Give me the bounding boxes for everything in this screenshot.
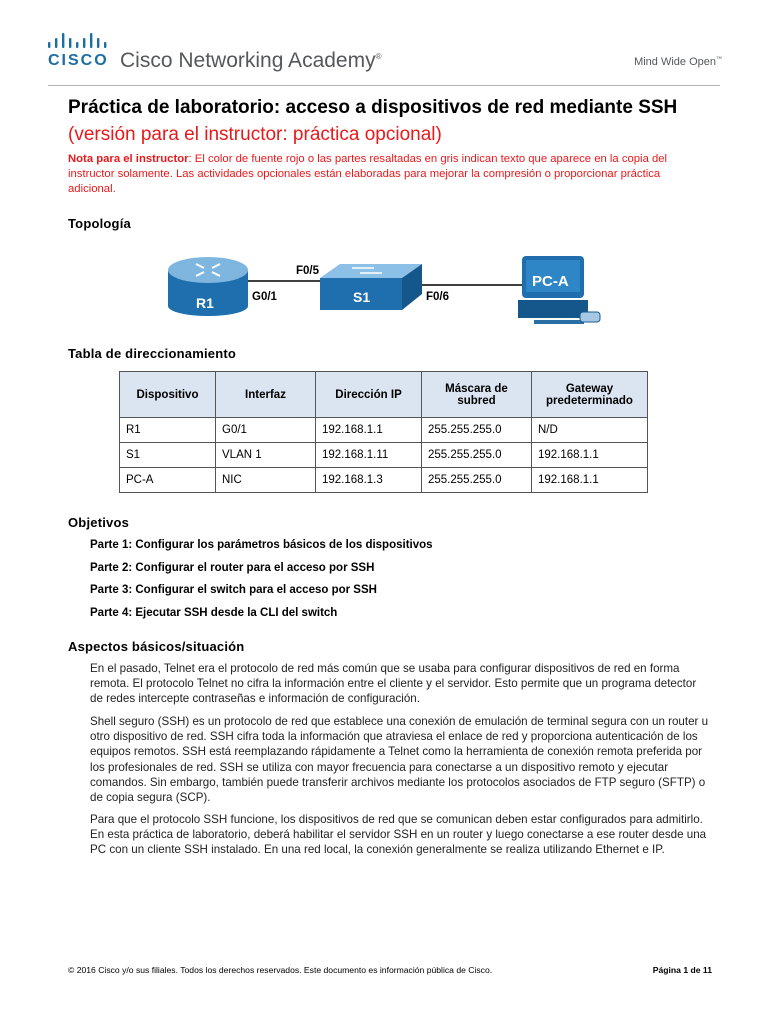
objective-item: Parte 2: Configurar el router para el acceso por SSH <box>90 561 375 574</box>
table-row <box>120 443 648 468</box>
port-label-s1-up: F0/5 <box>296 265 320 277</box>
table-header-cell: Interfaz <box>216 372 316 418</box>
table-cell: 255.255.255.0 <box>422 418 532 443</box>
table-header-cell: Dispositivo <box>120 372 216 418</box>
table-header-cell: Gateway predeterminado <box>532 372 648 418</box>
objective-item: Parte 3: Configurar el switch para el acceso por SSH <box>90 584 377 597</box>
page-header <box>0 0 768 86</box>
objective-item: Parte 1: Configurar los parámetros básicos de los dispositivos <box>90 539 433 551</box>
pc-label: PC-A <box>532 273 569 290</box>
table-cell: PC-A <box>120 468 216 493</box>
page-number: Página 1 de 11 <box>652 965 712 975</box>
table-cell: S1 <box>120 443 216 468</box>
topology-diagram <box>160 252 610 332</box>
copyright-text: © 2016 Cisco y/o sus filiales. Todos los derechos reservados. Este documento es información pública de Cisco. <box>68 965 493 975</box>
cisco-logo-bars-icon <box>48 33 112 51</box>
pc-a-icon <box>518 256 600 324</box>
table-cell: 255.255.255.0 <box>422 443 532 468</box>
topology-heading: Topología <box>68 216 131 231</box>
title-block <box>68 94 708 197</box>
table-cell: NIC <box>216 468 316 493</box>
background-heading: Aspectos básicos/situación <box>68 639 245 654</box>
background-paragraph-1: En el pasado, Telnet era el protocolo de red más común que se usaba para configurar dispositivos de red en forma remota. El protocolo Telnet no cifra la información entre el cliente y el servidor. Esto permite que un programa detector de redes intercepte contraseñas e información de configuración. <box>90 662 697 706</box>
background-paragraph-3: Para que el protocolo SSH funcione, los dispositivos de red que se comunican deben estar configurados para admitirlo. En esta práctica de laboratorio, deberá habilitar el servidor SSH en un router y luego conectarse a ese router desde una PC con un cliente SSH instalado. En una red local, la conexión generalmente se realiza utilizando Ethernet e IP. <box>90 813 707 857</box>
port-label-r1: G0/1 <box>252 291 277 303</box>
table-header-cell: Dirección IP <box>316 372 422 418</box>
table-cell: VLAN 1 <box>216 443 316 468</box>
instructor-version-label: (versión para el instructor: práctica opcional) <box>68 124 442 145</box>
router-label: R1 <box>196 295 214 311</box>
objectives-heading: Objetivos <box>68 515 130 530</box>
port-label-s1-down: F0/6 <box>426 291 450 303</box>
cisco-logo-word: CISCO <box>48 52 109 69</box>
switch-s1-icon <box>320 264 422 310</box>
table-header-row <box>120 372 648 418</box>
header-divider <box>48 85 720 86</box>
table-cell: 192.168.1.1 <box>532 468 648 493</box>
objective-item: Parte 4: Ejecutar SSH desde la CLI del switch <box>90 606 338 619</box>
table-cell: 192.168.1.1 <box>532 443 648 468</box>
page-title: Práctica de laboratorio: acceso a dispositivos de red mediante SSH (versión para el instructor: práctica opcional) <box>68 97 678 145</box>
table-row <box>120 418 648 443</box>
table-row <box>120 468 648 493</box>
addressing-table <box>119 371 648 493</box>
switch-label: S1 <box>353 289 371 305</box>
table-cell: 192.168.1.1 <box>316 418 422 443</box>
tagline: Mind Wide Open™ <box>634 56 722 68</box>
table-cell: 192.168.1.3 <box>316 468 422 493</box>
objectives-list <box>90 539 433 629</box>
table-cell: 255.255.255.0 <box>422 468 532 493</box>
table-header-cell: Máscara de subred <box>422 372 532 418</box>
academy-name: Cisco Networking Academy® <box>120 49 382 72</box>
table-cell: G0/1 <box>216 418 316 443</box>
addressing-table-heading: Tabla de direccionamiento <box>68 346 237 361</box>
background-paragraph-2: Shell seguro (SSH) es un protocolo de red que establece una conexión de emulación de terminal segura con un router u otro dispositivo de red. SSH cifra toda la información que atraviesa el enlace de red y proporciona autenticación de los equipos remotos. SSH está reemplazando rápidamente a Telnet como la herramienta de conexión remota preferida por los profesionales de red. SSH se utiliza con mayor frecuencia para conectarse a un dispositivo remoto y ejecutar comandos. Sin embargo, también puede transferir archivos mediante los protocolos asociados de FTP seguro (SFTP) o de copia segura (SCP). <box>90 715 709 805</box>
instructor-note: Nota para el instructor: El color de fuente rojo o las partes resaltadas en gris indican texto que aparece en la copia del instructor solamente. Las actividades opcionales están elaboradas para mejorar la compresión o proporcionar práctica adicional. <box>68 153 668 195</box>
table-cell: 192.168.1.11 <box>316 443 422 468</box>
table-cell: R1 <box>120 418 216 443</box>
table-cell: N/D <box>532 418 648 443</box>
